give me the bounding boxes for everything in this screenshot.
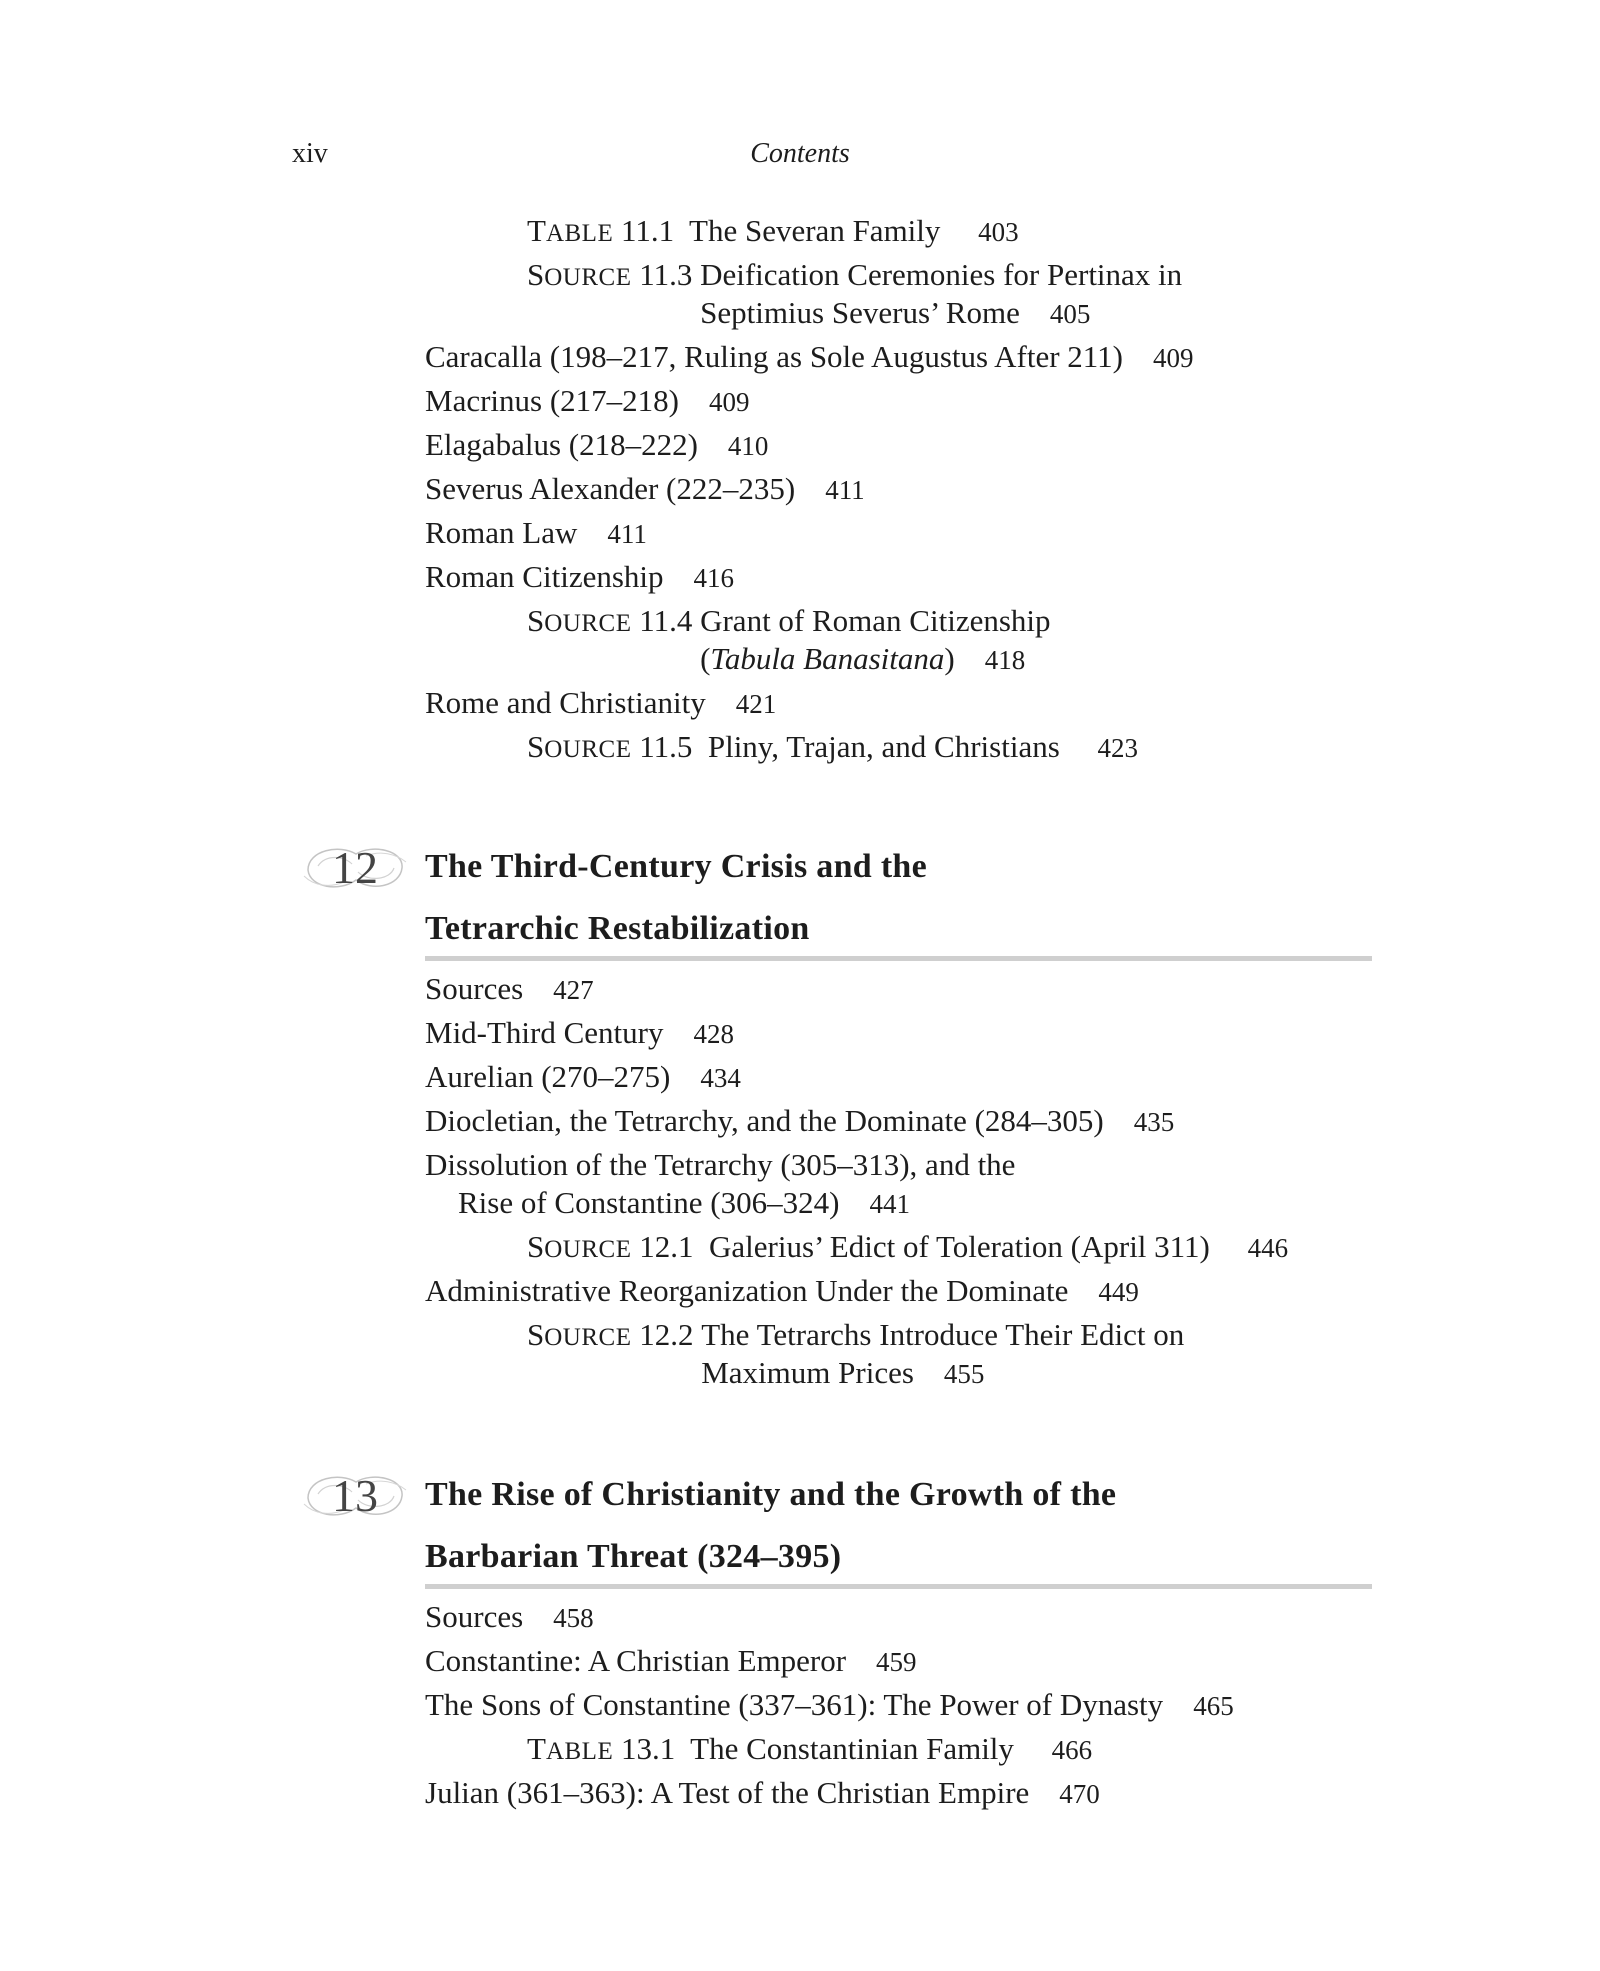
toc-entry-source-11-4[interactable] — [527, 602, 1051, 679]
toc-entry-macrinus[interactable] — [425, 382, 749, 421]
entry-title: Sources — [425, 1599, 524, 1634]
chapter-12-rule — [425, 956, 1372, 961]
entry-title: The Severan Family — [689, 213, 941, 248]
entry-page: 435 — [1133, 1107, 1175, 1137]
toc-entry-ch13-sources[interactable] — [425, 1598, 594, 1637]
entry-title: Mid-Third Century — [425, 1015, 664, 1050]
toc-entry-table-11-1[interactable]: TABLE 11.1 The Severan Family 403 — [527, 213, 1019, 248]
entry-title: The Tetrarchs Introduce Their Edict on Maximum Prices 455 — [701, 1317, 1185, 1390]
entry-title: Julian (361–363): A Test of the Christian Empire — [425, 1775, 1030, 1810]
toc-entry-mid-third-century[interactable] — [425, 1014, 734, 1053]
toc-entry-julian[interactable] — [425, 1774, 1100, 1813]
toc-entry-sons-of-constantine[interactable] — [425, 1686, 1234, 1725]
entry-page: 411 — [607, 519, 647, 549]
chapter-13-number: 13 — [300, 1464, 410, 1528]
running-head — [0, 138, 1600, 178]
entry-title: Severus Alexander (222–235) — [425, 471, 796, 506]
toc-entry-diocletian[interactable] — [425, 1102, 1174, 1141]
toc-entry-ch12-sources[interactable] — [425, 970, 594, 1009]
toc-entry-elagabalus[interactable] — [425, 426, 768, 465]
entry-title: Administrative Reorganization Under the Dominate — [425, 1273, 1069, 1308]
page-folio: xiv — [292, 138, 328, 169]
chapter-12-title[interactable]: The Third-Century Crisis and the Tetrarchic Restabilization — [425, 848, 928, 947]
toc-entry-rome-christianity[interactable] — [425, 684, 776, 723]
toc-entry-severus-alexander[interactable] — [425, 470, 865, 509]
entry-label: SOURCE 12.2 — [527, 1317, 694, 1352]
toc-entry-administrative[interactable] — [425, 1272, 1139, 1311]
toc-entry-source-11-5[interactable]: SOURCE 11.5 Pliny, Trajan, and Christians 423 — [527, 729, 1139, 764]
entry-title: Galerius’ Edict of Toleration (April 311) — [708, 1229, 1210, 1264]
toc-entry-source-11-3[interactable] — [527, 256, 1182, 333]
entry-page: 409 — [1152, 343, 1194, 373]
entry-title: Deification Ceremonies for Pertinax in Septimius Severus’ Rome 405 — [700, 257, 1183, 330]
entry-title: Sources — [425, 971, 524, 1006]
entry-page: 409 — [708, 387, 750, 417]
entry-page: 428 — [693, 1019, 734, 1049]
entry-page: 466 — [1051, 1735, 1093, 1765]
entry-page: 403 — [978, 217, 1019, 247]
entry-page: 405 — [1049, 299, 1091, 329]
entry-title: Aurelian (270–275) — [425, 1059, 671, 1094]
entry-page: 421 — [735, 689, 777, 719]
entry-page: 441 — [869, 1189, 910, 1219]
entry-page: 458 — [553, 1603, 594, 1633]
toc-entry-roman-law[interactable] — [425, 514, 647, 553]
entry-page: 459 — [876, 1647, 917, 1677]
entry-title: Diocletian, the Tetrarchy, and the Dominate (284–305) — [425, 1103, 1104, 1138]
entry-title: Roman Law — [425, 515, 578, 550]
entry-title: Elagabalus (218–222) — [425, 427, 698, 462]
entry-page: 423 — [1097, 733, 1139, 763]
entry-page: 434 — [700, 1063, 741, 1093]
entry-title: Constantine: A Christian Emperor — [425, 1643, 847, 1678]
running-head-title: Contents — [750, 138, 850, 169]
entry-title: Roman Citizenship — [425, 559, 664, 594]
toc-entry-dissolution[interactable]: Dissolution of the Tetrarchy (305–313), and the Rise of Constantine (306–324) 441 — [425, 1147, 1016, 1220]
chapter-13-title[interactable]: The Rise of Christianity and the Growth of the Barbarian Threat (324–395) — [425, 1476, 1117, 1575]
toc-entry-source-12-1[interactable]: SOURCE 12.1 Galerius’ Edict of Toleration (April 311) 446 — [527, 1229, 1289, 1264]
entry-title: Macrinus (217–218) — [425, 383, 679, 418]
toc-entry-constantine[interactable] — [425, 1642, 917, 1681]
toc-entry-roman-citizenship[interactable] — [425, 558, 734, 597]
entry-page: 411 — [825, 475, 865, 505]
entry-title: Caracalla (198–217, Ruling as Sole Augustus After 211) — [425, 339, 1123, 374]
chapter-13-rule — [425, 1584, 1372, 1589]
toc-entry-table-13-1[interactable]: TABLE 13.1 The Constantinian Family 466 — [527, 1731, 1093, 1766]
entry-page: 410 — [727, 431, 769, 461]
entry-page: 418 — [984, 645, 1026, 675]
chapter-12-number: 12 — [300, 836, 410, 900]
entry-page: 470 — [1059, 1779, 1100, 1809]
entry-title: Rome and Christianity — [425, 685, 706, 720]
entry-title: Grant of Roman Citizenship (Tabula Banasitana) 418 — [700, 603, 1051, 676]
entry-title: The Sons of Constantine (337–361): The Power of Dynasty — [425, 1687, 1164, 1722]
entry-page: 416 — [693, 563, 735, 593]
entry-page: 449 — [1098, 1277, 1139, 1307]
entry-page: 455 — [943, 1359, 985, 1389]
toc-entry-source-12-2[interactable] — [527, 1316, 1184, 1393]
entry-label: SOURCE 11.4 — [527, 603, 693, 638]
entry-page: 446 — [1247, 1233, 1289, 1263]
entry-title: Pliny, Trajan, and Christians — [707, 729, 1060, 764]
toc-entry-aurelian[interactable] — [425, 1058, 741, 1097]
entry-title: The Constantinian Family — [690, 1731, 1014, 1766]
toc-entry-caracalla[interactable] — [425, 338, 1193, 377]
entry-page: 465 — [1193, 1691, 1234, 1721]
entry-page: 427 — [553, 975, 594, 1005]
entry-label: SOURCE 11.3 — [527, 257, 693, 292]
